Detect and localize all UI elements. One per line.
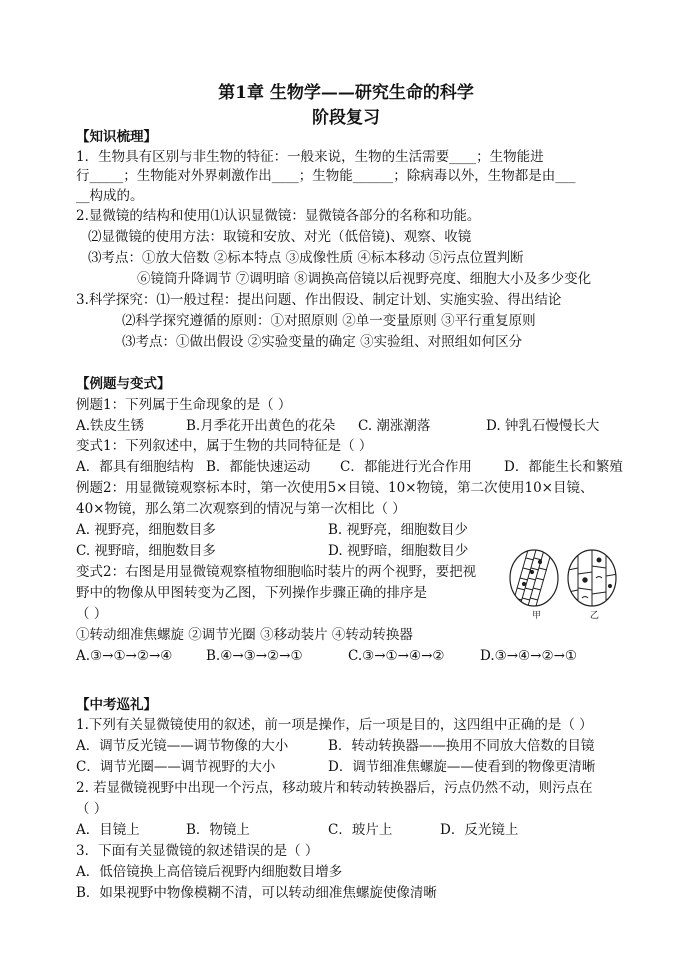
option-row bbox=[76, 417, 599, 435]
question-text: 3．下面有关显微镜的叙述错误的是（ ） bbox=[76, 843, 319, 859]
knowledge-line: __构成的。 bbox=[76, 188, 144, 204]
question-text: 2. 若显微镜视野中出现一个污点，移动玻片和转动转换器后，污点仍然不动，则污点在 bbox=[76, 780, 593, 796]
option-c: C. 视野暗，细胞数目多 bbox=[76, 543, 216, 559]
option-row bbox=[76, 542, 468, 560]
field-jia bbox=[512, 550, 552, 606]
question-text: 1.下列有关显微镜使用的叙述，前一项是操作，后一项是目的，这四组中正确的是（ ） bbox=[76, 717, 593, 733]
question-text: 变式2：右图是用显微镜观察植物细胞临时装片的两个视野，要把视 bbox=[76, 564, 477, 580]
option-b: B．如果视野中物像模糊不清，可以转动细准焦螺旋使像清晰 bbox=[76, 885, 437, 901]
question-text: 40×物镜，那么第二次观察到的情况与第一次相比（ ） bbox=[76, 501, 406, 517]
knowledge-line: 1．生物具有区别与非生物的特征：一般来说，生物的生活需要____；生物能进 bbox=[76, 149, 544, 165]
option-d: D. 视野暗，细胞数目少 bbox=[328, 543, 469, 559]
option-a: A．低倍镜换上高倍镜后视野内细胞数目增多 bbox=[76, 864, 343, 880]
option-a: A.铁皮生锈 bbox=[76, 418, 145, 434]
option-a: A．目镜上 bbox=[76, 822, 140, 838]
option-a: A. 视野亮，细胞数目多 bbox=[76, 522, 216, 538]
option-b: B．物镜上 bbox=[186, 822, 250, 838]
option-row bbox=[76, 647, 577, 665]
question-text: 野中的物像从甲图转变为乙图，下列操作步骤正确的排序是 bbox=[76, 585, 427, 601]
examples-header: 【例题与变式】 bbox=[76, 376, 171, 392]
knowledge-line: ⑵显微镜的使用方法：取镜和安放、对光（低倍镜)、观察、收镜 bbox=[88, 229, 472, 245]
option-a: A.③→①→②→④ bbox=[76, 648, 173, 664]
option-b: B.④→③→②→① bbox=[206, 648, 303, 664]
option-row bbox=[76, 458, 623, 476]
option-d: D．调节细准焦螺旋——使看到的物像更清晰 bbox=[328, 759, 596, 775]
knowledge-line: 3.科学探究：⑴一般过程：提出问题、作出假设、制定计划、实施实验、得出结论 bbox=[76, 292, 562, 308]
knowledge-line: ⑵科学探究遵循的原则：①对照原则 ②单一变量原则 ③平行重复原则 bbox=[122, 313, 536, 329]
chapter-subtitle: 阶段复习 bbox=[312, 108, 380, 128]
option-a: A．调节反光镜——调节物像的大小 bbox=[76, 738, 289, 754]
option-b: B．转动转换器——换用不同放大倍数的目镜 bbox=[328, 738, 595, 754]
option-d: D．反光镜上 bbox=[440, 822, 519, 838]
steps-line: ①转动细准焦螺旋 ②调节光圈 ③移动装片 ④转动转换器 bbox=[76, 627, 413, 643]
option-c: C．调节光圈——调节视野的大小 bbox=[76, 759, 276, 775]
option-b: B. 视野亮，细胞数目少 bbox=[328, 522, 469, 538]
option-c: C. 潮涨潮落 bbox=[358, 418, 431, 434]
question-text: （ ） bbox=[76, 801, 108, 817]
option-b: B．都能快速运动 bbox=[206, 459, 311, 475]
option-row bbox=[76, 821, 518, 839]
option-row bbox=[76, 521, 468, 539]
option-d: D．都能生长和繁殖 bbox=[504, 459, 623, 475]
option-c: C．玻片上 bbox=[328, 822, 393, 838]
question-text: （ ） bbox=[76, 606, 108, 622]
option-c: C．都能进行光合作用 bbox=[340, 459, 472, 475]
chapter-title: 第1章 生物学——研究生命的科学 bbox=[218, 83, 474, 103]
option-c: C.③→①→④→② bbox=[348, 648, 445, 664]
option-a: A．都具有细胞结构 bbox=[76, 459, 194, 475]
figure-label-yi: 乙 bbox=[590, 611, 600, 621]
question-text: 例题1：下列属于生命现象的是（ ） bbox=[76, 397, 292, 413]
figure-label-jia: 甲 bbox=[532, 611, 542, 621]
microscope-fields-figure bbox=[508, 548, 620, 618]
exam-header: 【中考巡礼】 bbox=[76, 697, 157, 713]
question-text: 例题2：用显微镜观察标本时，第一次使用5×目镜、10×物镜，第二次使用10×目镜、 bbox=[76, 480, 594, 496]
knowledge-line: ⑥镜筒升降调节 ⑦调明暗 ⑧调换高倍镜以后视野亮度、细胞大小及多少变化 bbox=[137, 271, 592, 287]
knowledge-header: 【知识梳理】 bbox=[76, 129, 157, 145]
knowledge-line: ⑶考点：①做出假设 ②实验变量的确定 ③实验组、对照组如何区分 bbox=[122, 334, 523, 350]
knowledge-line: 2.显微镜的结构和使用⑴认识显微镜：显微镜各部分的名称和功能。 bbox=[76, 208, 481, 224]
option-b: B.月季花开出黄色的花朵 bbox=[186, 418, 336, 434]
question-text: 变式1：下列叙述中，属于生物的共同特征是（ ） bbox=[76, 438, 373, 454]
knowledge-line: ⑶考点：①放大倍数 ②标本特点 ③成像性质 ④标本移动 ⑤污点位置判断 bbox=[88, 250, 524, 266]
knowledge-line: 行_____；生物能对外界刺激作出____；生物能______；除病毒以外，生物都是由___ bbox=[76, 168, 576, 184]
option-d: D. 钟乳石慢慢长大 bbox=[486, 418, 600, 434]
option-row bbox=[76, 758, 595, 776]
option-d: D.③→④→②→① bbox=[480, 648, 577, 664]
option-row bbox=[76, 737, 594, 755]
